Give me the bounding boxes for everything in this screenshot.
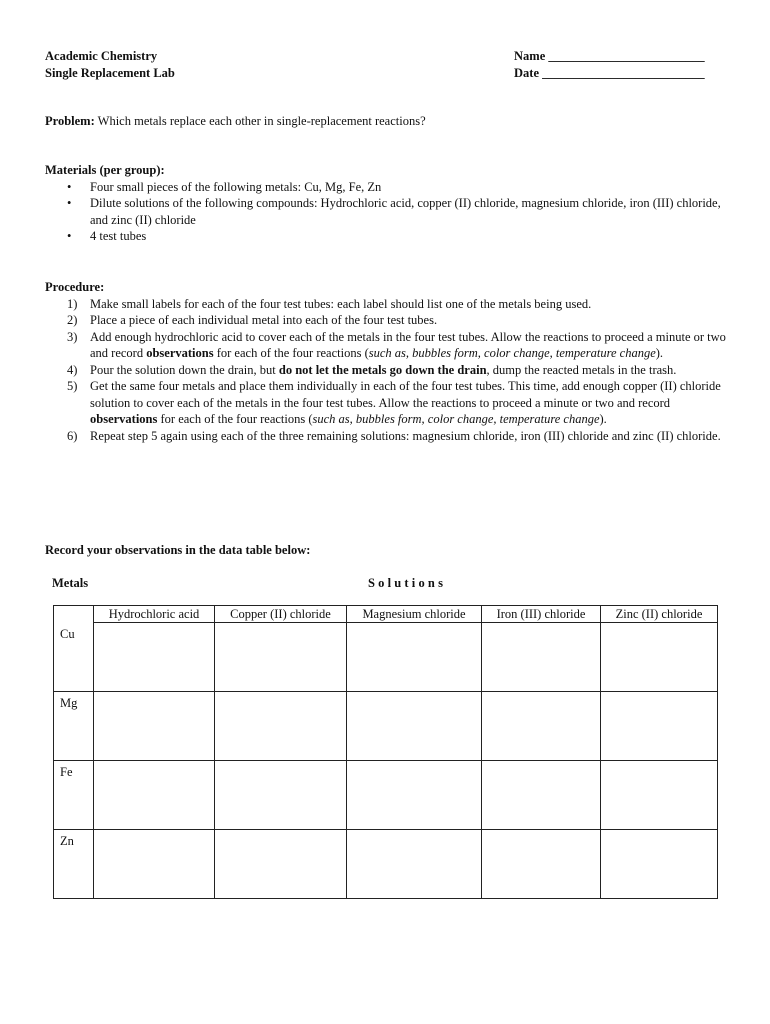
step-number: 2) [67, 313, 78, 327]
date-label: Date [514, 65, 539, 80]
step-number: 6) [67, 428, 78, 443]
step-number: 1) [67, 296, 78, 311]
step-text: , dump the reacted metals in the trash. [486, 362, 677, 377]
step-number: 3) [67, 329, 78, 344]
table-corner-cell [54, 606, 94, 623]
observation-cell[interactable] [347, 760, 482, 829]
lab-title: Single Replacement Lab [45, 65, 175, 80]
step-text: Get the same four metals and place them individually in each of the four test tubes. This time, add enough copper (II) chloride solution to cover each of the metals in the four test tubes. Allow the reactions to proceed a minute or two and record [90, 379, 721, 410]
step-text: Repeat step 5 again using each of the three remaining solutions: magnesium chloride, iron (III) chloride and zinc (II) chloride. [90, 428, 721, 443]
column-header: Copper (II) chloride [215, 606, 347, 623]
procedure-step [45, 312, 735, 329]
observation-cell[interactable] [482, 623, 601, 692]
name-line [514, 48, 705, 65]
observation-cell[interactable] [215, 623, 347, 692]
table-row [54, 691, 718, 760]
metal-label-cell: Cu [54, 623, 94, 692]
observation-cell[interactable] [94, 829, 215, 898]
observation-cell[interactable] [347, 829, 482, 898]
materials-section [45, 162, 735, 245]
column-header: Iron (III) chloride [482, 606, 601, 623]
metals-label: Metals [52, 576, 89, 590]
procedure-step [45, 378, 735, 428]
observation-cell[interactable] [347, 623, 482, 692]
course-title: Academic Chemistry [45, 49, 158, 63]
step-text: Pour the solution down the drain, but [90, 362, 279, 377]
materials-item: • 4 test tubes [45, 228, 735, 245]
document-header-left [45, 48, 175, 81]
observation-cell[interactable] [601, 829, 718, 898]
document-header-right [514, 48, 705, 81]
problem-statement [45, 113, 426, 130]
observation-cell[interactable] [94, 691, 215, 760]
observation-cell[interactable] [94, 760, 215, 829]
procedure-list [45, 296, 735, 445]
solutions-label: Solutions [368, 576, 447, 590]
observation-cell[interactable] [482, 760, 601, 829]
column-header: Magnesium chloride [347, 606, 482, 623]
step-number: 4) [67, 362, 78, 377]
step-emphasis: do not let the metals go down the drain [278, 362, 487, 377]
materials-item: • Four small pieces of the following metals: Cu, Mg, Fe, Zn [45, 179, 735, 196]
observation-cell[interactable] [601, 623, 718, 692]
name-field[interactable]: _________________________ [548, 49, 705, 63]
step-text: Add enough hydrochloric acid to cover each of the metals in the four test tubes. Allow the reactions to proceed a minute or two and record [90, 329, 726, 360]
record-instruction: Record your observations in the data table below: [45, 543, 311, 557]
step-italic: such as, bubbles form, color change, temperature change [368, 346, 656, 360]
step-number: 5) [67, 379, 78, 393]
step-italic: such as, bubbles form, color change, temperature change [312, 412, 600, 426]
table-header-row [54, 606, 718, 623]
step-text: for each of the four reactions ( [157, 412, 313, 426]
procedure-title: Procedure: [45, 280, 105, 294]
observation-cell[interactable] [94, 623, 215, 692]
procedure-section [45, 279, 735, 444]
metal-label-cell: Fe [54, 760, 94, 829]
observation-cell[interactable] [482, 691, 601, 760]
table-row [54, 760, 718, 829]
step-emphasis: observations [90, 412, 158, 426]
metal-label-cell: Mg [54, 691, 94, 760]
observation-cell[interactable] [601, 760, 718, 829]
date-line [514, 65, 705, 82]
procedure-step [45, 296, 735, 313]
metal-label-cell: Zn [54, 829, 94, 898]
column-header: Hydrochloric acid [94, 606, 215, 623]
procedure-step [45, 428, 735, 445]
materials-title: Materials (per group): [45, 163, 165, 177]
problem-text: Which metals replace each other in single-replacement reactions? [94, 114, 426, 128]
procedure-step [45, 329, 735, 362]
step-text: Place a piece of each individual metal into each of the four test tubes. [90, 313, 438, 327]
observation-cell[interactable] [482, 829, 601, 898]
observation-cell[interactable] [601, 691, 718, 760]
name-label: Name [514, 49, 546, 63]
step-text: ). [655, 346, 664, 360]
materials-list [45, 179, 735, 245]
table-row [54, 829, 718, 898]
observation-cell[interactable] [215, 691, 347, 760]
observation-cell[interactable] [215, 829, 347, 898]
observations-table [53, 605, 718, 899]
step-text: Make small labels for each of the four test tubes: each label should list one of the metals being used. [90, 296, 592, 311]
table-row [54, 623, 718, 692]
observation-cell[interactable] [347, 691, 482, 760]
step-text: for each of the four reactions ( [213, 346, 369, 360]
date-field[interactable]: __________________________ [542, 65, 705, 80]
materials-item: • Dilute solutions of the following compounds: Hydrochloric acid, copper (II) chloride, magnesium chloride, iron (III) chloride, and zinc (II) chloride [45, 195, 735, 228]
procedure-step [45, 362, 735, 379]
column-header: Zinc (II) chloride [601, 606, 718, 623]
observation-cell[interactable] [215, 760, 347, 829]
step-emphasis: observations [146, 346, 214, 360]
problem-label: Problem: [45, 114, 95, 128]
step-text: ). [599, 412, 607, 426]
